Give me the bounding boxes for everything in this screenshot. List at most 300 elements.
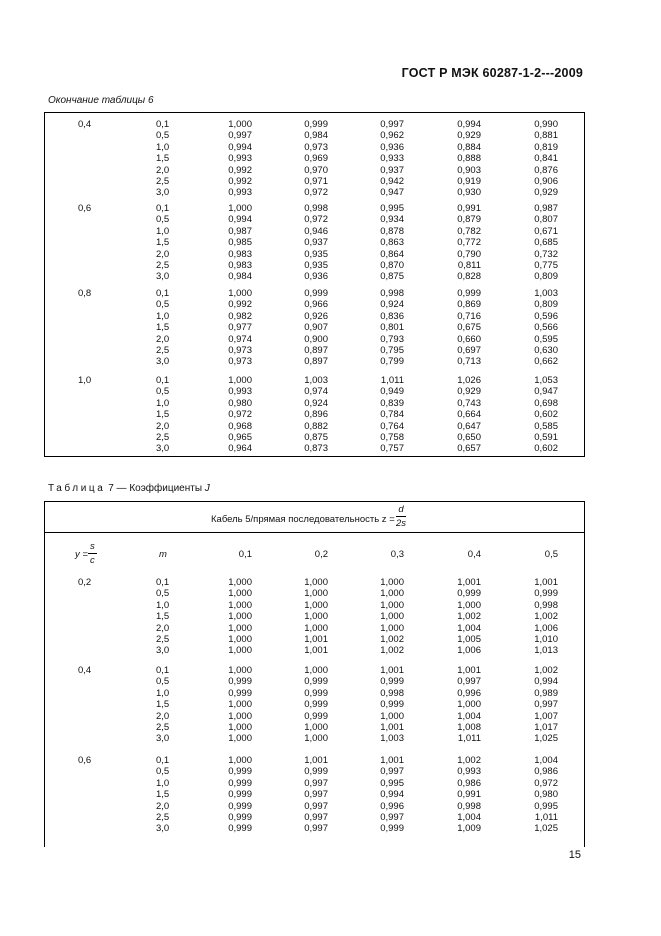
group-y-value: 0,6 [78,203,92,214]
table-cell: 0,999 [228,823,252,835]
table-cell: 0,809 [534,299,558,311]
table-cell: 1,011 [380,375,404,386]
table-cell: 0,999 [304,710,328,722]
table-cell: 0,986 [457,777,481,789]
table-cell: 0,966 [304,299,328,311]
table-cell: 1,010 [534,634,558,645]
table-cell: 0,996 [457,687,481,699]
group-y-value: 0,8 [78,288,92,299]
table-cell: 1,011 [534,812,558,823]
row-m-value: 1,5 [156,611,170,623]
table-cell: 1,000 [380,710,404,722]
table-cell: 0,994 [228,214,252,226]
table-cell: 1,000 [380,588,404,600]
table-cell: 1,053 [534,375,558,386]
table-cell: 0,793 [380,333,404,345]
table-cell: 0,969 [304,153,328,165]
table-cell: 0,799 [380,356,404,368]
table-cell: 1,006 [534,622,558,634]
table-cell: 0,743 [457,397,481,409]
row-m-value: 1,5 [156,699,170,711]
row-m-value: 0,5 [156,588,170,600]
table-cell: 0,884 [457,141,481,153]
row-m-value: 0,5 [156,766,170,778]
row-m-value: 0,1 [156,577,170,588]
table-cell: 0,937 [304,237,328,249]
table-cell: 1,000 [380,622,404,634]
table-cell: 0,660 [457,333,481,345]
row-m-value: 1,5 [156,237,170,249]
table-cell: 0,873 [304,443,328,455]
table-cell: 0,993 [457,766,481,778]
table-cell: 1,000 [457,599,481,611]
table-cell: 1,000 [228,203,252,214]
table-cell: 0,897 [304,356,328,368]
table-cell: 0,630 [534,345,558,356]
table-cell: 0,962 [380,130,404,142]
table-cell: 0,585 [534,420,558,432]
table-cell: 0,929 [457,386,481,398]
table-cell: 1,000 [228,699,252,711]
table-cell: 0,998 [534,599,558,611]
table-cell: 0,929 [534,187,558,199]
table-cell: 0,924 [304,397,328,409]
group-y-value: 0,6 [78,755,92,766]
table-cell: 1,000 [228,288,252,299]
table-cell: 0,993 [228,386,252,398]
row-m-value: 2,5 [156,260,170,271]
table-cell: 1,017 [534,722,558,733]
table-cell: 0,998 [380,288,404,299]
table-cell: 0,671 [534,225,558,237]
row-m-value: 0,1 [156,203,170,214]
row-m-value: 2,0 [156,420,170,432]
table-cell: 0,999 [380,676,404,688]
table-cell: 0,994 [380,789,404,801]
table-cell: 0,602 [534,409,558,421]
row-m-value: 1,0 [156,225,170,237]
row-m-value: 0,5 [156,214,170,226]
y-numerator: s [90,541,95,552]
table-cell: 0,881 [534,130,558,142]
column-header: 0,2 [314,549,328,560]
table-cell: 1,001 [534,577,558,588]
table-cell: 0,801 [380,322,404,334]
table-cell: 0,997 [380,119,404,130]
group-y-value: 0,4 [78,665,92,676]
table-cell: 0,947 [534,386,558,398]
table-cell: 0,591 [534,432,558,443]
table-cell: 0,897 [304,345,328,356]
table-cell: 0,997 [304,823,328,835]
table-cell: 1,002 [534,665,558,676]
document-header: ГОСТ Р МЭК 60287-1-2---2009 [401,66,583,80]
table-cell: 1,004 [534,755,558,766]
table-cell: 0,997 [228,130,252,142]
column-header: 0,4 [467,549,481,560]
table-cell: 0,987 [228,225,252,237]
table-cell: 0,775 [534,260,558,271]
table-cell: 0,685 [534,237,558,249]
table-cell: 0,595 [534,333,558,345]
table-cell: 0,934 [380,214,404,226]
table-cell: 0,870 [380,260,404,271]
row-m-value: 3,0 [156,271,170,283]
table-cell: 1,000 [228,755,252,766]
table-cell: 1,005 [457,634,481,645]
row-m-value: 1,5 [156,789,170,801]
row-m-value: 2,5 [156,345,170,356]
table-cell: 0,836 [380,310,404,322]
table-cell: 0,716 [457,310,481,322]
table-cell: 1,000 [228,375,252,386]
table-cell: 0,933 [380,153,404,165]
table-cell: 0,841 [534,153,558,165]
table-cell: 1,002 [380,645,404,657]
table-cell: 0,997 [534,699,558,711]
row-m-value: 1,0 [156,141,170,153]
row-m-value: 0,5 [156,676,170,688]
table7-caption-var: J [204,483,210,494]
table-cell: 1,000 [228,645,252,657]
table-cell: 0,971 [304,176,328,187]
table-cell: 0,995 [534,800,558,812]
table-cell: 1,000 [457,699,481,711]
row-m-value: 0,5 [156,130,170,142]
row-m-value: 2,5 [156,634,170,645]
table-cell: 0,924 [380,299,404,311]
table-cell: 1,001 [380,755,404,766]
table-cell: 0,650 [457,432,481,443]
table-cell: 0,999 [304,687,328,699]
table-cell: 0,875 [380,271,404,283]
table-cell: 0,980 [534,789,558,801]
table-cell: 0,596 [534,310,558,322]
table-cell: 0,999 [228,676,252,688]
table-cell: 1,011 [457,733,481,745]
table-cell: 0,675 [457,322,481,334]
table7-caption-rest: 7 — Коэффициенты [105,483,205,494]
table-cell: 0,973 [228,356,252,368]
table-cell: 0,839 [380,397,404,409]
table-cell: 1,001 [304,755,328,766]
table-cell: 0,903 [457,164,481,176]
table-cell: 0,997 [380,766,404,778]
table-cell: 0,999 [304,699,328,711]
row-m-value: 0,1 [156,755,170,766]
table-cell: 1,001 [457,577,481,588]
table-cell: 1,001 [380,665,404,676]
table-cell: 1,000 [228,622,252,634]
row-m-value: 3,0 [156,356,170,368]
table-cell: 0,999 [228,766,252,778]
row-m-value: 2,0 [156,622,170,634]
table-cell: 1,000 [228,710,252,722]
row-m-value: 0,1 [156,288,170,299]
page-number: 15 [568,849,581,861]
table-cell: 0,999 [228,777,252,789]
table-cell: 0,993 [228,187,252,199]
row-m-value: 0,1 [156,119,170,130]
table-cell: 1,002 [380,634,404,645]
table-cell: 0,819 [534,141,558,153]
group-y-value: 1,0 [78,375,92,386]
row-m-value: 2,5 [156,176,170,187]
table-cell: 1,006 [457,645,481,657]
table-cell: 0,999 [380,823,404,835]
table-cell: 1,000 [304,665,328,676]
table-cell: 0,999 [228,800,252,812]
table-cell: 0,998 [380,687,404,699]
row-m-value: 2,5 [156,812,170,823]
table-cell: 0,994 [228,141,252,153]
row-m-value: 0,1 [156,665,170,676]
table-cell: 0,997 [304,789,328,801]
table-cell: 0,809 [534,271,558,283]
table-cell: 0,972 [228,409,252,421]
table-cell: 0,997 [304,800,328,812]
table-cell: 0,930 [457,187,481,199]
table-cell: 0,888 [457,153,481,165]
table-cell: 1,000 [228,634,252,645]
table-cell: 1,000 [228,611,252,623]
table-cell: 1,007 [534,710,558,722]
table-cell: 1,000 [380,611,404,623]
table-cell: 0,997 [380,812,404,823]
table-cell: 0,992 [228,164,252,176]
table-cell: 0,980 [228,397,252,409]
table-cell: 0,942 [380,176,404,187]
m-column-header: m [159,549,167,560]
table-cell: 1,008 [457,722,481,733]
table-cell: 1,003 [304,375,328,386]
table-cell: 0,984 [228,271,252,283]
z-fraction [396,504,406,529]
row-m-value: 1,0 [156,777,170,789]
table-cell: 0,876 [534,164,558,176]
table-cell: 0,919 [457,176,481,187]
column-header: 0,1 [238,549,252,560]
table-cell: 0,698 [534,397,558,409]
table-cell: 0,997 [457,676,481,688]
row-m-value: 2,5 [156,722,170,733]
table-cell: 0,965 [228,432,252,443]
table-cell: 0,907 [304,322,328,334]
table-cell: 1,000 [304,599,328,611]
column-header: 0,5 [544,549,558,560]
table7-header-text: Кабель 5/прямая последовательность z = [211,514,395,525]
table-cell: 0,900 [304,333,328,345]
table-cell: 0,999 [304,766,328,778]
table-cell: 0,973 [228,345,252,356]
table-cell: 0,882 [304,420,328,432]
row-m-value: 2,5 [156,432,170,443]
table-cell: 0,790 [457,248,481,260]
table-cell: 1,000 [228,665,252,676]
table-cell: 0,999 [534,588,558,600]
table-cell: 1,003 [380,733,404,745]
table-cell: 0,566 [534,322,558,334]
table-cell: 1,000 [228,722,252,733]
table-cell: 0,970 [304,164,328,176]
table-cell: 0,937 [380,164,404,176]
table-cell: 0,997 [304,777,328,789]
table-cell: 0,972 [304,214,328,226]
table-cell: 1,001 [304,645,328,657]
group-y-value: 0,4 [78,119,92,130]
table7-caption [48,483,210,494]
table-cell: 0,896 [304,409,328,421]
table-cell: 0,992 [228,176,252,187]
table-cell: 0,991 [457,203,481,214]
table-cell: 0,662 [534,356,558,368]
z-denominator: 2s [396,518,407,529]
z-numerator: d [396,504,406,517]
row-m-value: 1,0 [156,599,170,611]
table-cell: 0,647 [457,420,481,432]
table-cell: 1,000 [380,599,404,611]
column-header: 0,3 [390,549,404,560]
table-cell: 0,949 [380,386,404,398]
table-cell: 0,999 [228,812,252,823]
table-cell: 1,004 [457,710,481,722]
table6 [44,112,585,457]
row-m-value: 1,0 [156,310,170,322]
table-cell: 1,000 [304,611,328,623]
table-cell: 0,974 [228,333,252,345]
table-cell: 0,946 [304,225,328,237]
table-cell: 1,000 [304,577,328,588]
table-cell: 0,713 [457,356,481,368]
table-cell: 0,757 [380,443,404,455]
row-m-value: 2,0 [156,710,170,722]
y-fraction [88,541,97,566]
table-cell: 0,926 [304,310,328,322]
table-cell: 0,999 [380,699,404,711]
table-cell: 0,999 [228,687,252,699]
table-cell: 0,697 [457,345,481,356]
table-cell: 1,000 [304,588,328,600]
table-cell: 0,989 [534,687,558,699]
table-cell: 1,000 [380,577,404,588]
table-cell: 0,999 [304,288,328,299]
table-cell: 1,000 [304,722,328,733]
table-cell: 0,990 [534,119,558,130]
table-cell: 1,004 [457,812,481,823]
table-cell: 0,968 [228,420,252,432]
table-cell: 0,764 [380,420,404,432]
table-cell: 1,000 [228,588,252,600]
table-cell: 0,972 [304,187,328,199]
row-m-value: 1,0 [156,397,170,409]
table-cell: 1,000 [228,599,252,611]
table-cell: 0,986 [534,766,558,778]
table-cell: 0,875 [304,432,328,443]
table-cell: 0,973 [304,141,328,153]
table-cell: 0,758 [380,432,404,443]
row-m-value: 2,0 [156,333,170,345]
table-cell: 0,992 [228,299,252,311]
table-cell: 0,991 [457,789,481,801]
table-cell: 0,935 [304,248,328,260]
table-cell: 0,878 [380,225,404,237]
row-m-value: 2,0 [156,800,170,812]
table-cell: 0,977 [228,322,252,334]
row-m-value: 1,5 [156,153,170,165]
table-cell: 0,772 [457,237,481,249]
table-cell: 0,811 [457,260,481,271]
table-cell: 1,013 [534,645,558,657]
table-cell: 0,982 [228,310,252,322]
table-cell: 0,906 [534,176,558,187]
row-m-value: 3,0 [156,823,170,835]
y-denominator: c [90,555,95,566]
table-cell: 0,999 [304,119,328,130]
table-cell: 1,002 [457,611,481,623]
table-cell: 0,936 [304,271,328,283]
table-cell: 1,025 [534,733,558,745]
table7-header-rule [45,532,584,533]
table-cell: 0,998 [457,800,481,812]
table-cell: 0,664 [457,409,481,421]
table-cell: 0,732 [534,248,558,260]
row-m-value: 0,1 [156,375,170,386]
table7 [44,501,585,847]
table-cell: 1,009 [457,823,481,835]
table-cell: 0,993 [228,153,252,165]
row-m-value: 1,5 [156,322,170,334]
table-cell: 1,000 [228,577,252,588]
table-cell: 0,869 [457,299,481,311]
table-cell: 0,929 [457,130,481,142]
table-cell: 0,998 [304,203,328,214]
row-m-value: 3,0 [156,443,170,455]
table-cell: 1,025 [534,823,558,835]
table-cell: 1,000 [304,622,328,634]
table-cell: 0,964 [228,443,252,455]
y-label: y = [75,549,88,560]
table-cell: 0,999 [457,588,481,600]
table-cell: 0,828 [457,271,481,283]
table-cell: 0,999 [228,789,252,801]
table-cell: 0,784 [380,409,404,421]
row-m-value: 2,0 [156,164,170,176]
table-cell: 0,995 [380,203,404,214]
row-m-value: 1,0 [156,687,170,699]
table-cell: 0,999 [457,288,481,299]
table-cell: 1,004 [457,622,481,634]
table-cell: 1,000 [228,733,252,745]
table-cell: 0,994 [457,119,481,130]
table7-caption-word: Таблица [48,483,106,494]
table-cell: 1,002 [534,611,558,623]
table-cell: 1,026 [457,375,481,386]
table-cell: 0,999 [304,676,328,688]
table-cell: 1,002 [457,755,481,766]
table-cell: 1,001 [380,722,404,733]
row-m-value: 0,5 [156,386,170,398]
table-cell: 0,997 [304,812,328,823]
table-cell: 0,935 [304,260,328,271]
row-m-value: 0,5 [156,299,170,311]
table-cell: 0,657 [457,443,481,455]
table-cell: 0,863 [380,237,404,249]
row-m-value: 1,5 [156,409,170,421]
table-cell: 0,936 [380,141,404,153]
table-cell: 0,995 [380,777,404,789]
group-y-value: 0,2 [78,577,92,588]
table-cell: 1,000 [304,733,328,745]
